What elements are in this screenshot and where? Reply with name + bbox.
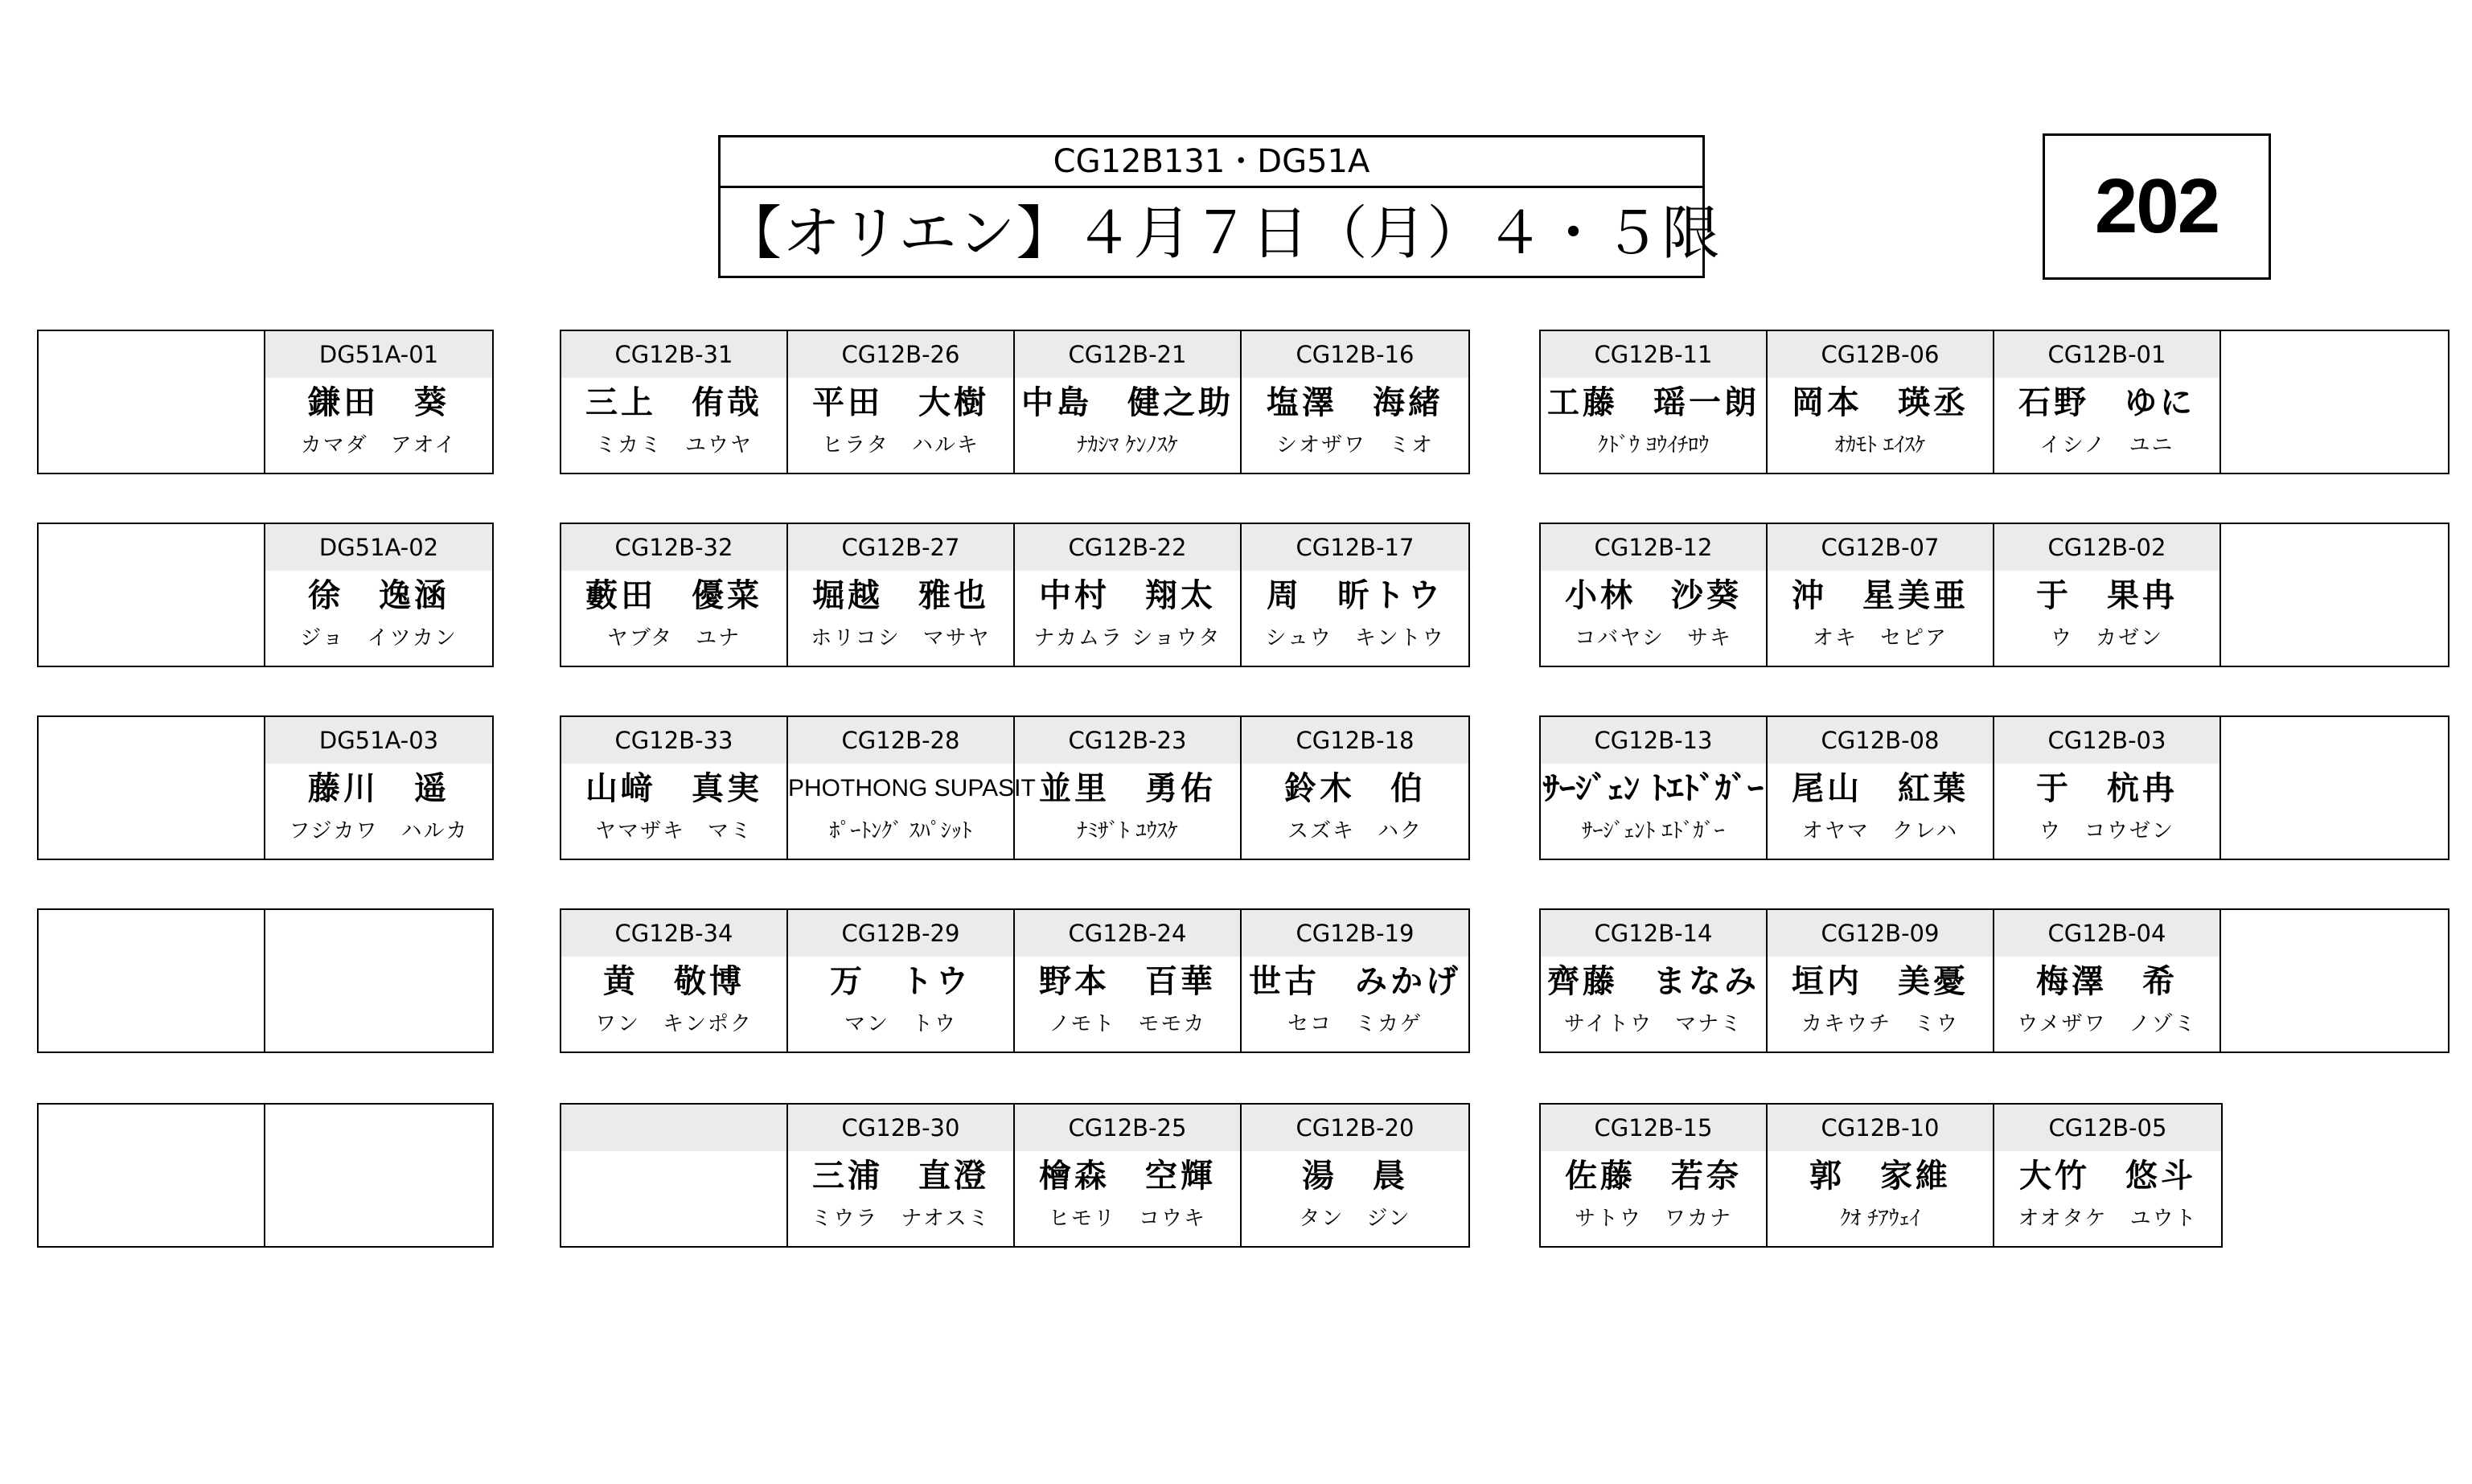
seat-id: CG12B-17 [1242,524,1468,571]
empty-seat-cell [2221,524,2448,666]
student-kana [39,814,264,855]
student-name: 並里 勇佑 [1039,770,1216,807]
student-name [39,571,264,621]
seat-group-left [37,1103,494,1248]
seat-group-left [37,523,494,667]
student-kana: タン ジン [1299,1207,1411,1231]
seat-cell [561,910,788,1052]
seat-cell [1768,910,1994,1052]
student-kana: オキ セピア [1812,626,1948,650]
seat-group-left [37,330,494,474]
seat-group-right [1539,523,2449,667]
student-kana: ﾎﾟｰﾄﾝｸﾞ ｽﾊﾟｼｯﾄ [829,819,972,843]
seat-id: CG12B-04 [1994,910,2219,957]
student-kana: マン トウ [844,1012,957,1036]
seat-group-right [1539,715,2449,860]
student-name: 周 昕トウ [1267,577,1443,614]
seat-cell [561,331,788,473]
student-kana [39,428,264,469]
seat-id [561,1105,786,1151]
seat-cell [1768,1105,1994,1246]
seat-group-middle [560,908,1470,1053]
seat-id: CG12B-03 [1994,717,2219,764]
seat-id [39,331,264,378]
seat-id [2221,717,2448,764]
seat-cell [1015,717,1242,859]
student-kana [2221,1006,2448,1048]
seat-id: CG12B-01 [1994,331,2219,378]
student-kana: ミカミ ユウヤ [594,433,753,457]
class-codes: CG12B131・DG51A [721,137,1702,188]
student-kana [2221,621,2448,662]
student-kana: コバヤシ サキ [1575,626,1732,650]
seat-id: CG12B-23 [1015,717,1240,764]
seat-cell [265,524,492,666]
seat-cell [1994,524,2221,666]
seat-id: CG12B-26 [788,331,1013,378]
seat-group-left [37,715,494,860]
student-kana: ワン キンポク [595,1012,753,1036]
student-name: 藪田 優菜 [585,577,762,614]
seat-cell [1541,331,1768,473]
student-name: 檜森 空輝 [1039,1158,1216,1195]
student-name: 万 トウ [830,963,971,1000]
student-name: 世古 みかげ [1249,963,1461,1000]
seat-id: CG12B-13 [1541,717,1766,764]
student-kana: オヤマ クレハ [1801,819,1959,843]
student-name [2221,571,2448,621]
student-name: 三上 侑哉 [585,384,762,421]
student-name: 野本 百華 [1039,963,1216,1000]
seat-cell [1768,331,1994,473]
student-name: 岡本 瑛丞 [1792,384,1969,421]
student-kana: ヤブタ ユナ [606,626,741,650]
student-name [265,1151,492,1201]
empty-seat-cell [2221,717,2448,859]
student-name: 于 杭冉 [2036,770,2178,807]
student-kana: ヤマザキ マミ [594,819,753,843]
seat-cell [788,910,1015,1052]
student-name [39,378,264,428]
seat-cell [788,524,1015,666]
seat-id: CG12B-31 [561,331,786,378]
seat-id: CG12B-08 [1768,717,1993,764]
student-kana [39,621,264,662]
seat-id: CG12B-16 [1242,331,1468,378]
seat-cell [1015,524,1242,666]
class-title-box [718,135,1721,278]
empty-seat-cell [39,524,265,666]
seat-group-left [37,908,494,1053]
seat-id: CG12B-15 [1541,1105,1766,1151]
student-kana [265,1201,492,1243]
seat-group-right [1539,1103,2223,1248]
seat-id: CG12B-19 [1242,910,1468,957]
seat-id: CG12B-20 [1242,1105,1468,1151]
student-kana: ウ コウゼン [2039,819,2174,843]
seat-id [39,1105,264,1151]
seat-id: CG12B-22 [1015,524,1240,571]
seat-group-middle [560,523,1470,667]
seat-cell [1994,331,2221,473]
seat-id: CG12B-29 [788,910,1013,957]
student-kana: ホリコシ マサヤ [811,626,991,650]
seat-cell [561,717,788,859]
empty-seat-cell [39,910,265,1052]
seat-cell [265,717,492,859]
student-name: 鎌田 葵 [308,384,450,421]
seat-id: CG12B-12 [1541,524,1766,571]
student-kana [39,1201,264,1243]
student-name: 三浦 直澄 [812,1158,989,1195]
student-kana: サイトウ マナミ [1563,1012,1743,1036]
student-name: 佐藤 若奈 [1565,1158,1742,1195]
student-kana: ｻｰｼﾞｪﾝﾄ ｴﾄﾞｶﾞｰ [1582,819,1725,843]
seat-id [39,717,264,764]
student-kana: ｸﾄﾞｳ ﾖｳｲﾁﾛｳ [1597,433,1710,457]
student-kana: ナカムラ ショウタ [1033,626,1222,650]
seat-cell [1768,524,1994,666]
seat-id: CG12B-25 [1015,1105,1240,1151]
empty-seat-cell [561,1105,788,1246]
seat-id [2221,331,2448,378]
seat-cell [788,1105,1015,1246]
student-name: 大竹 悠斗 [2019,1158,2196,1195]
seat-id [265,910,492,957]
seat-cell [1242,717,1468,859]
student-name [2221,378,2448,428]
student-kana: イシノ ユニ [2039,433,2174,457]
seat-cell [1541,910,1768,1052]
student-name: PHOTHONG SUPASIT [788,775,1036,801]
student-kana: ヒモリ コウキ [1048,1207,1206,1231]
seat-id: CG12B-28 [788,717,1013,764]
student-name: 小林 沙葵 [1565,577,1742,614]
student-kana: オオタケ ユウト [2018,1207,2198,1231]
empty-seat-cell [2221,910,2448,1052]
seat-id: CG12B-07 [1768,524,1993,571]
student-name: 堀越 雅也 [812,577,989,614]
student-name: 石野 ゆに [2018,384,2195,421]
seat-cell [1015,331,1242,473]
empty-seat-cell [2221,331,2448,473]
student-name: 黄 敬博 [603,963,745,1000]
seat-id: CG12B-24 [1015,910,1240,957]
student-name: 中村 翔太 [1039,577,1216,614]
seat-cell [1242,1105,1468,1246]
seat-cell [1994,1105,2221,1246]
student-name: 沖 星美亜 [1792,577,1969,614]
student-name: 垣内 美憂 [1792,963,1969,1000]
student-name: 齊藤 まなみ [1547,963,1760,1000]
room-number: 202 [2043,133,2271,280]
student-name: 郭 家維 [1809,1158,1951,1195]
student-kana [265,1006,492,1048]
seat-cell [1541,717,1768,859]
seat-id: CG12B-32 [561,524,786,571]
student-kana: ウメザワ ノゾミ [2017,1012,2197,1036]
student-kana: ﾅﾐｻﾞﾄ ﾕｳｽｹ [1077,819,1178,843]
seat-cell [788,717,1036,859]
seat-id: DG51A-02 [265,524,492,571]
student-kana: シュウ キントウ [1265,626,1445,650]
student-name: 鈴木 伯 [1284,770,1426,807]
student-name [265,957,492,1006]
seat-id: CG12B-05 [1994,1105,2221,1151]
seat-id [39,524,264,571]
seat-id [265,1105,492,1151]
student-name: 尾山 紅葉 [1792,770,1969,807]
student-name: 塩澤 海緒 [1267,384,1443,421]
student-name [39,957,264,1006]
student-name: 徐 逸涵 [308,577,450,614]
empty-seat-cell [265,910,492,1052]
seat-cell [1541,524,1768,666]
seat-id: CG12B-30 [788,1105,1013,1151]
seat-id: CG12B-06 [1768,331,1993,378]
student-name: 中島 健之助 [1021,384,1234,421]
student-name [39,764,264,814]
seat-id: CG12B-14 [1541,910,1766,957]
student-kana: サトウ ワカナ [1574,1207,1732,1231]
seat-id: DG51A-01 [265,331,492,378]
student-name: 梅澤 希 [2036,963,2178,1000]
student-kana [2221,428,2448,469]
empty-seat-cell [39,717,265,859]
student-kana: シオザワ ミオ [1275,433,1434,457]
seat-cell [1768,717,1994,859]
seat-id [2221,524,2448,571]
seat-id: CG12B-10 [1768,1105,1993,1151]
student-name: 工藤 瑶一朗 [1547,384,1760,421]
seat-id: CG12B-02 [1994,524,2219,571]
seat-group-right [1539,908,2449,1053]
seat-id: CG12B-21 [1015,331,1240,378]
empty-seat-cell [39,1105,265,1246]
seat-cell [1015,1105,1242,1246]
student-kana: ウ カゼン [2050,626,2163,650]
student-kana: ジョ イツカン [300,626,458,650]
student-kana: ミウラ ナオスミ [811,1207,991,1231]
seat-id [2221,910,2448,957]
seat-group-right [1539,330,2449,474]
student-kana: カマダ アオイ [300,433,458,457]
seat-cell [788,331,1015,473]
student-kana [561,1201,786,1243]
student-name [2221,957,2448,1006]
seat-id: CG12B-33 [561,717,786,764]
student-name: 山﨑 真実 [585,770,762,807]
student-name: 湯 晨 [1302,1158,1408,1195]
seat-cell [265,331,492,473]
seat-group-middle [560,1103,1470,1248]
student-kana [39,1006,264,1048]
session-title: 【オリエン】４月７日（月）４・５限 [724,199,1721,267]
seat-cell [1541,1105,1768,1246]
seat-id [39,910,264,957]
student-kana [2221,814,2448,855]
student-name [2221,764,2448,814]
seat-id: DG51A-03 [265,717,492,764]
student-name: 藤川 遥 [308,770,450,807]
seat-id: CG12B-18 [1242,717,1468,764]
student-kana: ﾅｶｼﾏ ｹﾝﾉｽｹ [1077,433,1178,457]
student-kana: ノモト モモカ [1049,1012,1206,1036]
seat-cell [1242,331,1468,473]
seat-cell [1994,910,2221,1052]
student-kana: スズキ ハク [1287,819,1423,843]
student-name [39,1151,264,1201]
seat-group-middle [560,715,1470,860]
empty-seat-cell [265,1105,492,1246]
student-kana: ｸｵ ﾁｱｳｪｲ [1840,1207,1920,1231]
seat-cell [1242,910,1468,1052]
seat-id: CG12B-11 [1541,331,1766,378]
seat-id: CG12B-27 [788,524,1013,571]
seat-cell [1242,524,1468,666]
student-kana: セコ ミカゲ [1287,1012,1423,1036]
seat-group-middle [560,330,1470,474]
student-kana: フジカワ ハルカ [289,819,469,843]
seat-cell [1994,717,2221,859]
student-kana: ヒラタ ハルキ [822,433,979,457]
seat-cell [561,524,788,666]
student-kana: カキウチ ミウ [1801,1012,1959,1036]
seat-id: CG12B-09 [1768,910,1993,957]
empty-seat-cell [39,331,265,473]
student-name: 于 果冉 [2036,577,2178,614]
student-kana: ｵｶﾓﾄ ｴｲｽｹ [1834,433,1926,457]
seat-cell [1015,910,1242,1052]
student-name: ｻｰｼﾞｪﾝ ﾄｴﾄﾞｶﾞｰ [1543,770,1764,807]
student-name [561,1151,786,1201]
student-name: 平田 大樹 [812,384,989,421]
seat-id: CG12B-34 [561,910,786,957]
